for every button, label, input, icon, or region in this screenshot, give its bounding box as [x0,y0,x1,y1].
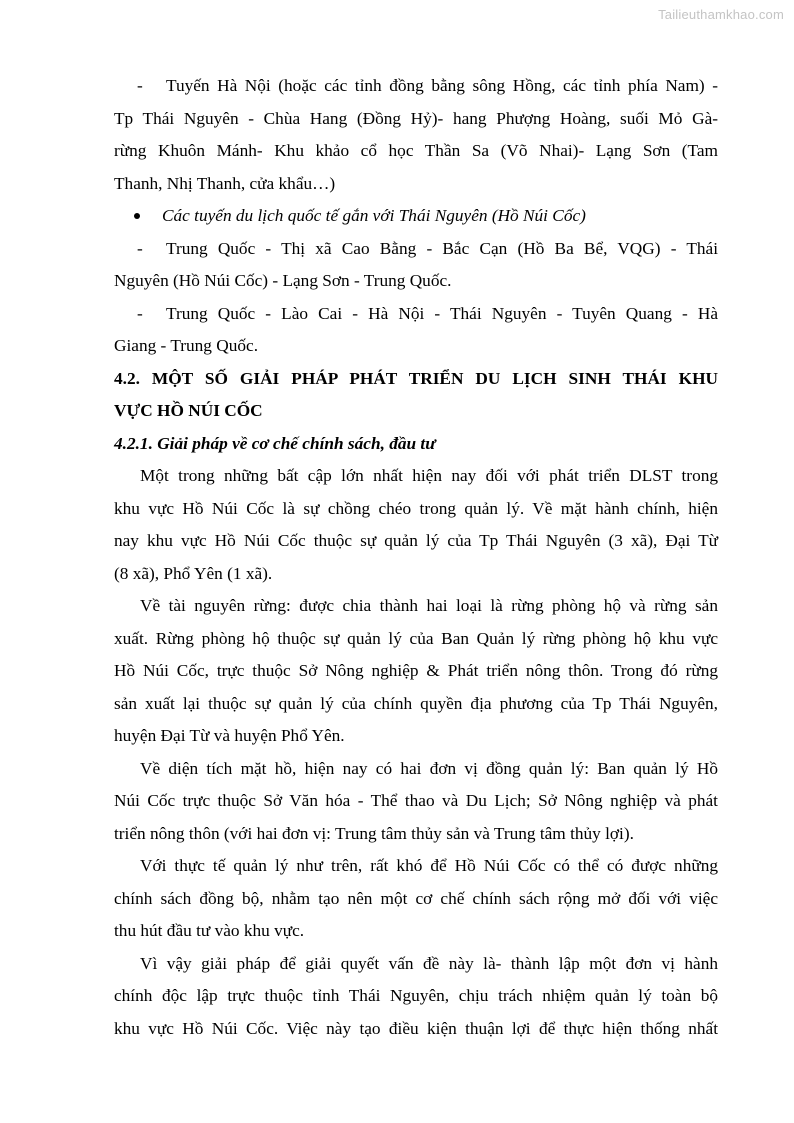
paragraph-4 [114,850,718,948]
text-line: Với thực tế quản lý như trên, rất khó để Hồ Núi Cốc có thể có được những [140,856,718,875]
paragraph-2 [114,590,718,753]
dash-marker: - [137,76,143,95]
bullet-icon [134,213,140,219]
document-page [114,70,718,1045]
text-line: Tp Thái Nguyên - Chùa Hang (Đồng Hỷ)- hang Phượng Hoàng, suối Mỏ Gà- [114,108,718,128]
text-line: Một trong những bất cập lớn nhất hiện nay đối với phát triển DLST trong [140,466,718,485]
route-item-1 [114,70,718,200]
text-line: - Trung Quốc - Lào Cai - Hà Nội - Thái Nguyên - Tuyên Quang - Hà [114,298,718,331]
paragraph-3 [114,753,718,851]
subsection-heading: 4.2.1. Giải pháp về cơ chế chính sách, đầu tư [114,433,436,453]
text-line: xuất. Rừng phòng hộ thuộc sự quản lý của Ban Quản lý rừng phòng hộ khu vực [114,628,718,648]
text-line: chính sách đồng bộ, nhằm tạo nên một cơ chế chính sách rộng mở đối với việc [114,888,718,908]
text-line: thu hút đầu tư vào khu vực. [114,921,305,940]
text-line: Núi Cốc trực thuộc Sở Văn hóa - Thể thao và Du Lịch; Sở Nông nghiệp và phát [114,791,718,810]
heading-line: VỰC HỒ NÚI CỐC [114,401,263,420]
text-line: nay khu vực Hồ Núi Cốc thuộc sự quản lý của Tp Thái Nguyên (3 xã), Đại Từ [114,531,718,550]
text-line: Giang - Trung Quốc. [114,336,259,355]
text-line: sản xuất lại thuộc sự quản lý của chính quyền địa phương của Tp Thái Nguyên, [114,693,718,713]
paragraph-5 [114,948,718,1046]
text-line: khu vực Hồ Núi Cốc là sự chồng chéo trong quản lý. Về mặt hành chính, hiện [114,498,718,518]
dash-marker: - [137,303,143,323]
bullet-item-international-routes: Các tuyến du lịch quốc tế gắn với Thái Nguyên (Hồ Núi Cốc) [114,200,718,233]
route-item-3 [114,298,718,363]
text-line: rừng Khuôn Mánh- Khu khảo cổ học Thần Sa (Võ Nhai)- Lạng Sơn (Tam [114,141,718,160]
text-line: khu vực Hồ Núi Cốc. Việc này tạo điều kiện thuận lợi để thực hiện thống nhất [114,1018,718,1038]
text-line: Thanh, Nhị Thanh, cửa khẩu…) [114,173,336,193]
text-line: - Trung Quốc - Thị xã Cao Bằng - Bắc Cạn (Hồ Ba Bể, VQG) - Thái [114,233,718,266]
watermark: Tailieuthamkhao.com [658,7,784,22]
section-heading [114,363,718,428]
text-line: chính độc lập trực thuộc tỉnh Thái Nguyên, chịu trách nhiệm quản lý toàn bộ [114,986,718,1005]
route-item-2 [114,233,718,298]
text-line: (8 xã), Phổ Yên (1 xã). [114,563,273,583]
text-line: Nguyên (Hồ Núi Cốc) - Lạng Sơn - Trung Quốc. [114,271,452,290]
heading-line: 4.2. MỘT SỐ GIẢI PHÁP PHÁT TRIỂN DU LỊCH SINH THÁI KHU [114,368,718,388]
paragraph-1 [114,460,718,590]
dash-marker: - [137,238,143,258]
text-line: Vì vậy giải pháp để giải quyết vấn đề này là- thành lập một đơn vị hành [140,953,718,973]
text-line: Về diện tích mặt hồ, hiện nay có hai đơn vị đồng quản lý: Ban quản lý Hồ [140,758,718,778]
text-line: triển nông thôn (với hai đơn vị: Trung tâm thủy sản và Trung tâm thủy lợi). [114,823,634,843]
text-line: Hồ Núi Cốc, trực thuộc Sở Nông nghiệp & Phát triển nông thôn. Trong đó rừng [114,661,718,680]
text-line: - Tuyến Hà Nội (hoặc các tỉnh đồng bằng sông Hồng, các tỉnh phía Nam) - [114,70,718,103]
text-line: huyện Đại Từ và huyện Phổ Yên. [114,726,345,745]
text-line: Về tài nguyên rừng: được chia thành hai loại là rừng phòng hộ và rừng sản [140,596,718,615]
